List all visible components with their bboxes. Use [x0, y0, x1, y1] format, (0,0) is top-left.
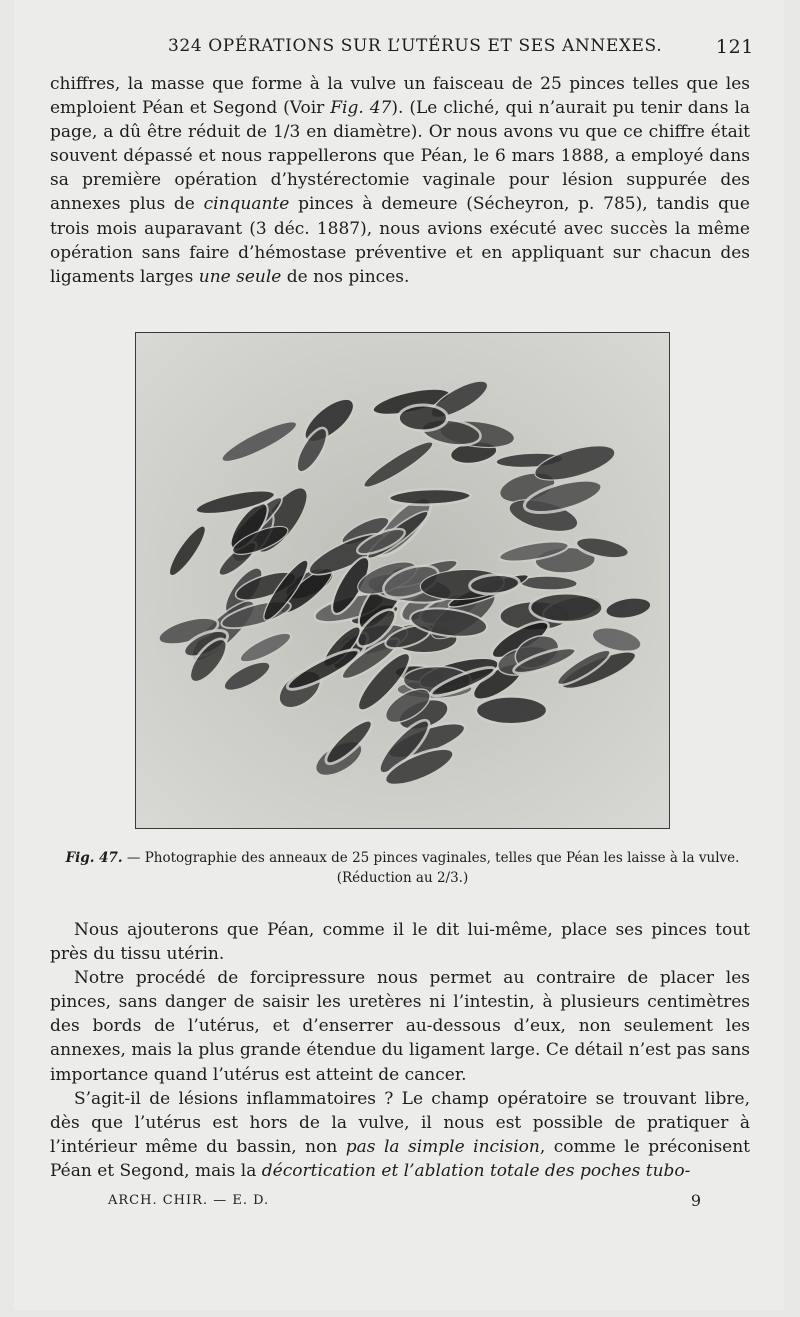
- text-run: S’agit-il de lésions inflammatoires ? Le champ opératoire se trouvant libre, dès que l’utérus est hors de la vulve, il nous est possible de pratiquer à l’intérieur même du bassin, non: [50, 1088, 750, 1157]
- page-number: 121: [715, 36, 754, 58]
- emphasis-cinquante: cinquante: [203, 194, 290, 215]
- figure-caption: [50, 848, 755, 888]
- text-run: ). (Le cliché, qui n’aurait pu tenir dans la page, a dû être réduit de 1/3 en diamètre). Or nous avons vu que ce chiffre était souvent dépassé et nous rappellerons que Péan, le 6 mars 1888, a employé dans sa première opération d’hystérectomie vaginale pour lésion suppurée des annexes plus de: [50, 98, 751, 215]
- paragraph-1: Nous ajouterons que Péan, comme il le dit lui-même, place ses pinces tout près du tissu utérin.: [50, 920, 750, 965]
- text-run: , comme le préconisent Péan et Segond, mais la: [50, 1136, 751, 1181]
- signature-mark: 9: [690, 1191, 702, 1210]
- journal-abbrev: ARCH. CHIR. — E. D.: [108, 1193, 270, 1208]
- caption-line-2: (Réduction au 2/3.): [336, 870, 469, 886]
- caption-label: Fig. 47.: [65, 850, 123, 866]
- paragraph-2: Notre procédé de forcipressure nous permet au contraire de placer les pinces, sans danger de saisir les uretères ni l’intestin, à plusieurs centimètres des bords de l’utérus, et d’enserrer au-dessous d’eux, non seulement les annexes, mais la plus grande étendue du ligament large. Ce détail n’est pas sans importance quand l’utérus est atteint de cancer.: [50, 968, 750, 1085]
- emphasis: pas la simple incision: [345, 1136, 540, 1157]
- figure-reference: Fig. 47: [330, 98, 392, 119]
- text-run: de nos pinces.: [281, 266, 410, 287]
- forceps-rings-photo: [136, 333, 669, 828]
- text-run: chiffres, la masse que forme à la vulve un faisceau de 25 pinces telles que les emploient Péan et Segond (Voir: [50, 74, 750, 119]
- running-header: [168, 36, 754, 62]
- body-text: [50, 918, 750, 1183]
- emphasis: décortication et l’ablation totale des poches tubo-: [261, 1160, 691, 1181]
- forceps-ring: [530, 593, 603, 623]
- forceps-ring: [398, 405, 447, 431]
- top-paragraph: [50, 72, 750, 289]
- forceps-ring: [476, 696, 547, 724]
- caption-text: — Photographie des anneaux de 25 pinces vaginales, telles que Péan les laisse à la vulve.: [122, 850, 740, 866]
- emphasis-une-seule: une seule: [198, 266, 282, 287]
- page-footer: [108, 1193, 702, 1208]
- paragraph-3: [50, 1087, 750, 1183]
- running-title: 324 OPÉRATIONS SUR L’UTÉRUS ET SES ANNEXES.: [168, 36, 663, 56]
- text-run: pinces à demeure (Sécheyron, p. 785), tandis que trois mois auparavant (3 déc. 1887), nous avions exécuté avec succès la même opération sans faire d’hémostase préventive et en appliquant sur chacun des ligaments larges: [50, 194, 750, 287]
- figure-47-photograph: [135, 332, 670, 829]
